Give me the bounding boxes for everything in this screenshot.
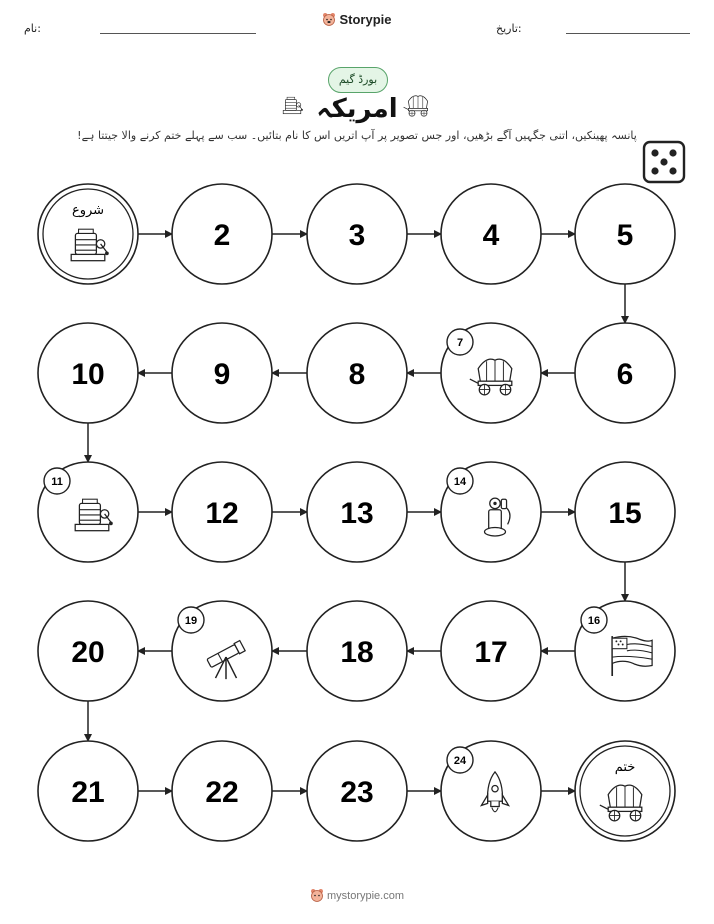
space-number-badge — [44, 468, 70, 494]
board-space-4[interactable] — [441, 184, 541, 284]
board-space-21[interactable] — [38, 741, 138, 841]
space-number: 8 — [348, 358, 366, 391]
board-space-16[interactable] — [575, 601, 675, 701]
logo-text: Storypie — [339, 12, 392, 27]
space-number: 9 — [213, 358, 231, 391]
date-label: تاریخ: — [496, 22, 522, 35]
board-space-17[interactable] — [441, 601, 541, 701]
space-number: 19 — [184, 615, 198, 627]
title-press-icon — [283, 97, 303, 114]
board-space-1[interactable] — [38, 184, 138, 284]
page-title: امریکہ — [316, 94, 398, 124]
space-number: 18 — [340, 636, 374, 669]
board-space-2[interactable] — [172, 184, 272, 284]
space-number: 20 — [71, 636, 105, 669]
board-space-14[interactable] — [441, 462, 541, 562]
space-number-badge — [581, 607, 607, 633]
space-number-badge — [178, 607, 204, 633]
board-space-20[interactable] — [38, 601, 138, 701]
title-wagon-icon — [404, 96, 428, 116]
space-number: 13 — [340, 497, 374, 530]
start-label: شروع — [71, 203, 105, 218]
space-number: 3 — [348, 219, 366, 252]
footer-url: mystorypie.com — [326, 890, 405, 902]
die-pip — [651, 167, 658, 174]
space-number: 12 — [205, 497, 239, 530]
end-label: ختم — [614, 760, 636, 775]
die-pip — [669, 167, 676, 174]
board-space-23[interactable] — [307, 741, 407, 841]
space-number: 4 — [482, 219, 500, 252]
board-space-7[interactable] — [441, 323, 541, 423]
board-space-5[interactable] — [575, 184, 675, 284]
space-number: 21 — [71, 776, 105, 809]
board-space-22[interactable] — [172, 741, 272, 841]
board-space-10[interactable] — [38, 323, 138, 423]
space-number: 16 — [587, 615, 601, 627]
space-number: 22 — [205, 776, 239, 809]
board-space-6[interactable] — [575, 323, 675, 423]
space-number: 17 — [474, 636, 508, 669]
die-pip — [660, 158, 667, 165]
storypie-bear-icon — [310, 888, 324, 902]
board-space-19[interactable] — [172, 601, 272, 701]
space-number: 15 — [608, 497, 642, 530]
space-number: 6 — [616, 358, 634, 391]
space-number: 14 — [453, 476, 467, 488]
space-number: 7 — [456, 337, 464, 349]
space-number-badge — [447, 747, 473, 773]
space-number-badge — [447, 468, 473, 494]
board-space-15[interactable] — [575, 462, 675, 562]
board-game-badge: بورڈ گیم — [328, 67, 388, 93]
die-pip — [669, 149, 676, 156]
space-number: 23 — [340, 776, 374, 809]
footer — [0, 888, 714, 902]
instructions: پانسہ پھینکیں، اتنی جگہیں آگے بڑھیں، اور جس تصویر پر آپ اتریں اس کا نام بتائیں۔ سب سے پہلے ختم کرنے والا جیتتا ہے! — [77, 129, 637, 142]
die-pip — [651, 149, 658, 156]
board-space-13[interactable] — [307, 462, 407, 562]
board-space-25[interactable] — [575, 741, 675, 841]
space-number: 10 — [71, 358, 105, 391]
board-space-11[interactable] — [38, 462, 138, 562]
name-label: نام: — [24, 22, 41, 35]
space-number: 11 — [51, 476, 63, 488]
space-number: 24 — [453, 755, 467, 767]
space-number: 2 — [213, 219, 231, 252]
board-space-12[interactable] — [172, 462, 272, 562]
board-space-8[interactable] — [307, 323, 407, 423]
board-space-3[interactable] — [307, 184, 407, 284]
board-space-9[interactable] — [172, 323, 272, 423]
space-number-badge — [447, 329, 473, 355]
board-spaces — [38, 184, 675, 841]
board-space-24[interactable] — [441, 741, 541, 841]
board-space-18[interactable] — [307, 601, 407, 701]
space-number: 5 — [616, 219, 634, 252]
die-icon — [644, 142, 684, 182]
